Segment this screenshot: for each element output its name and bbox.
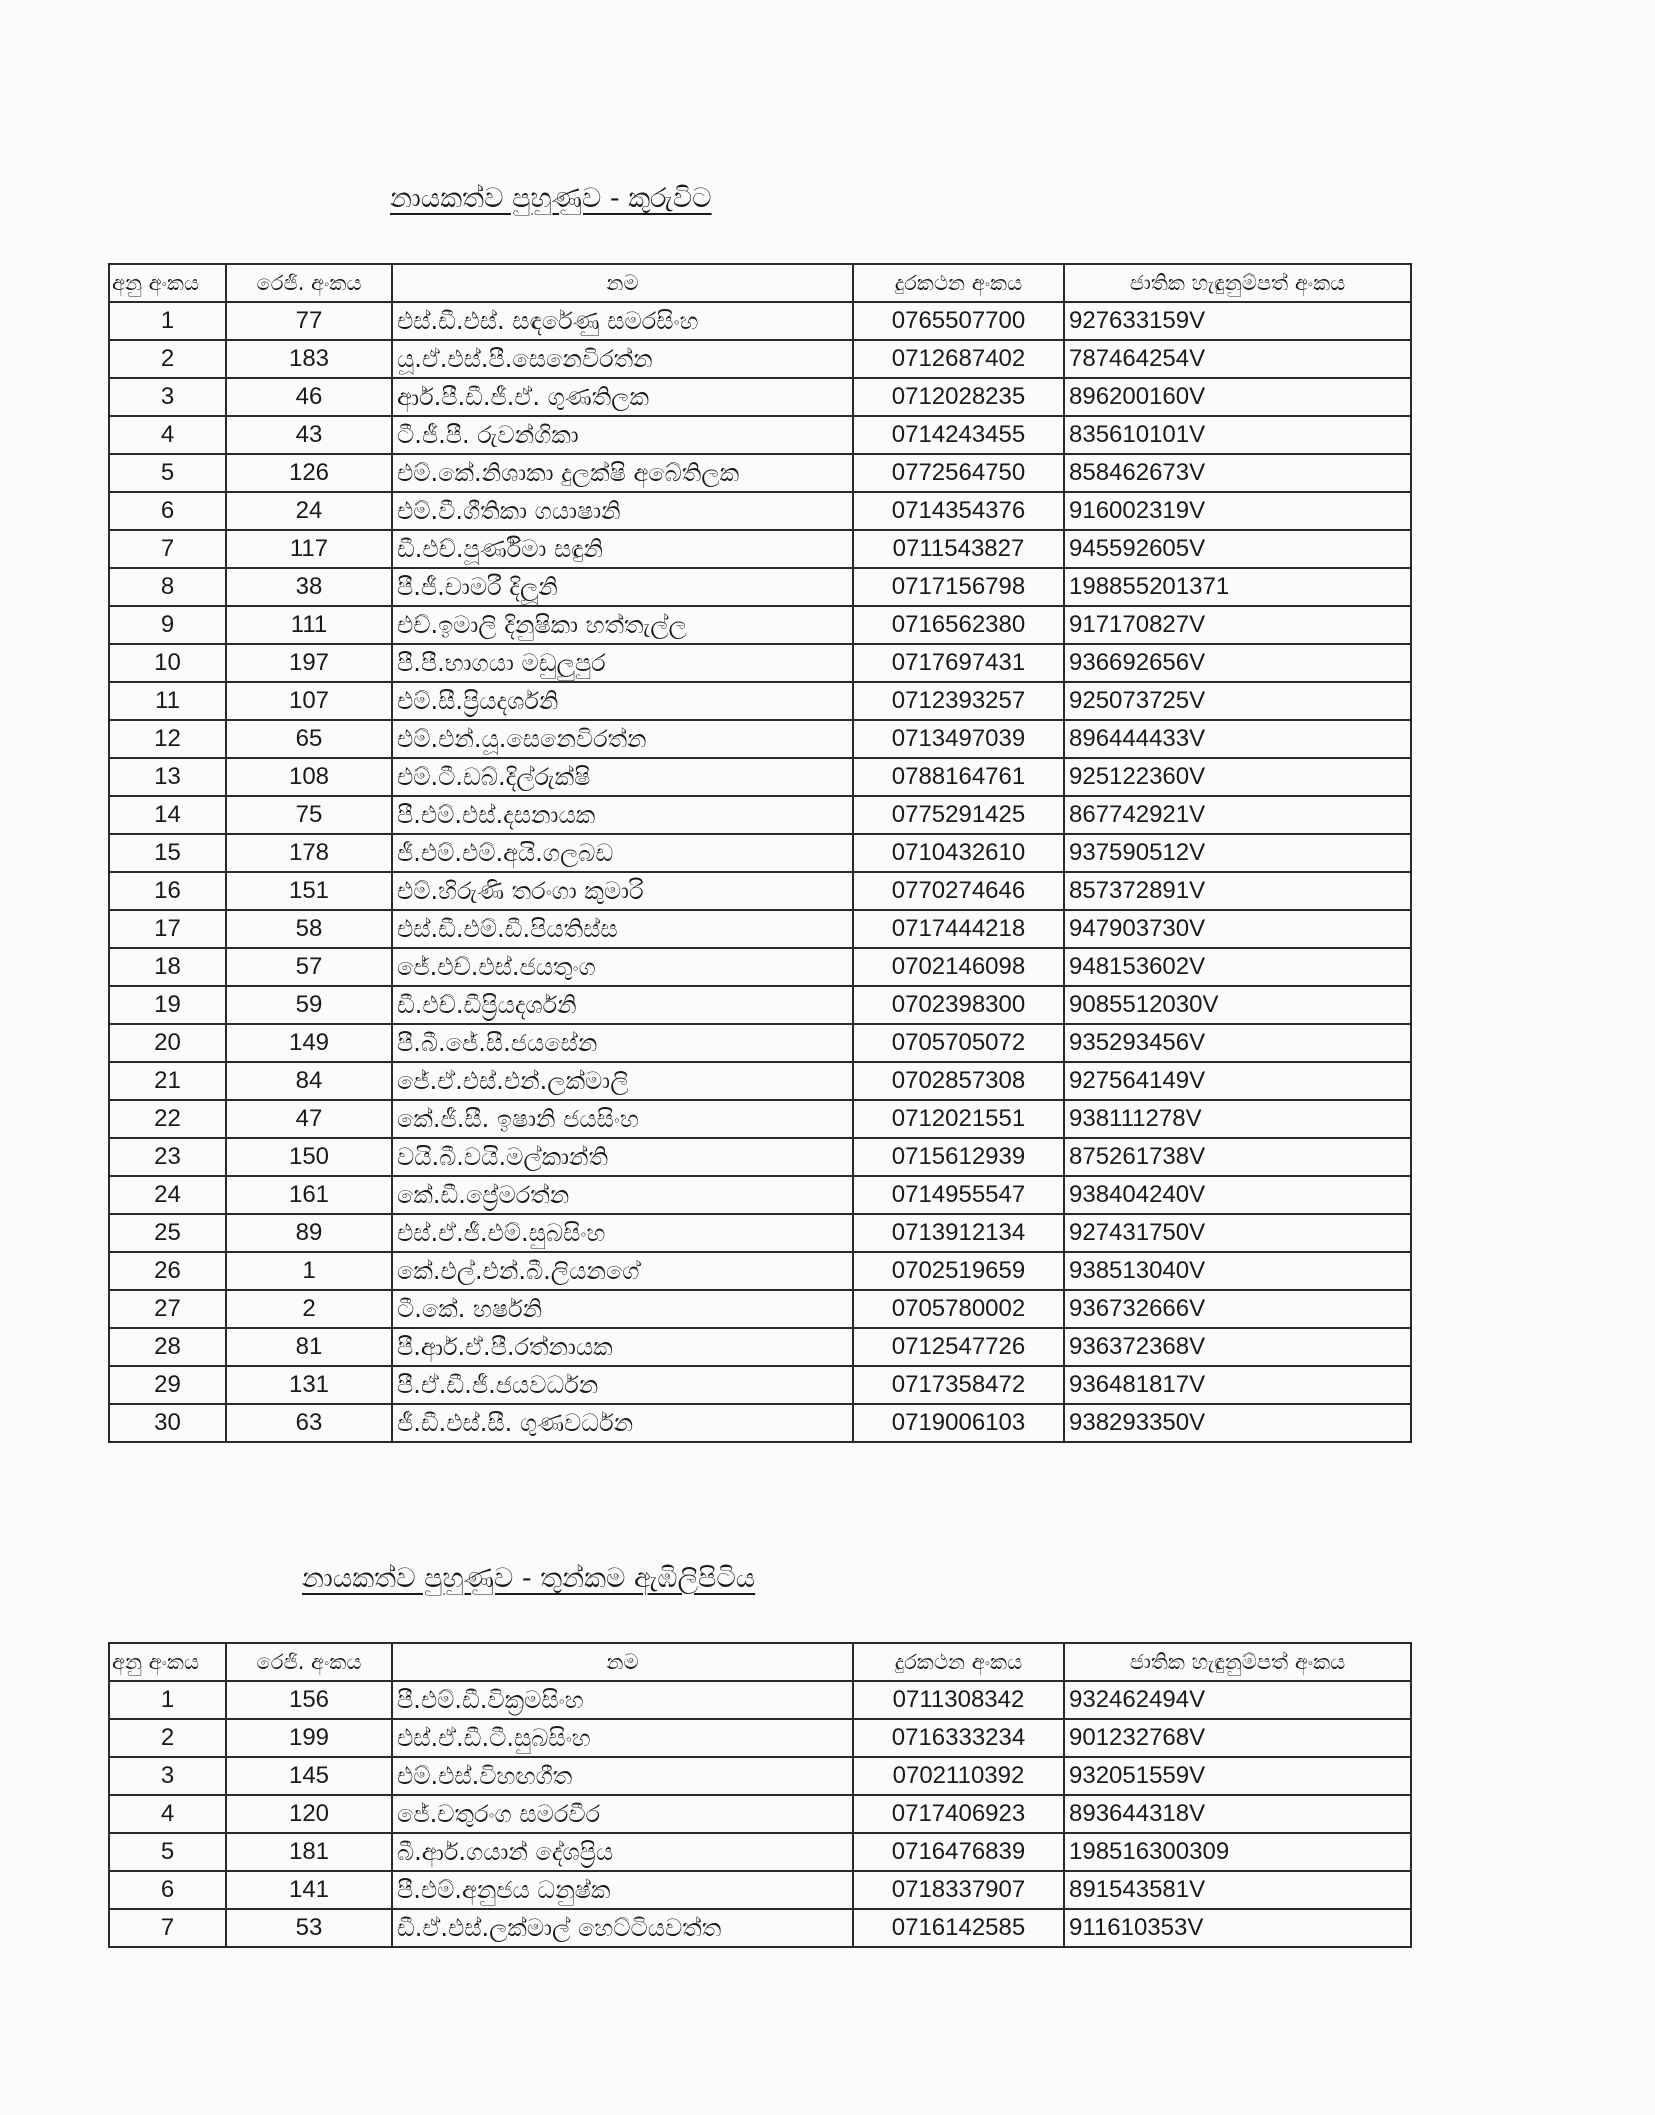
name-cell: පී.ජී.චාමරී දිලූනි xyxy=(392,568,853,606)
reg-no-cell: 38 xyxy=(226,568,392,606)
nic-cell: 938111278V xyxy=(1064,1100,1411,1138)
serial-no-cell: 13 xyxy=(109,758,226,796)
phone-cell: 0718337907 xyxy=(853,1871,1064,1909)
reg-no-cell: 47 xyxy=(226,1100,392,1138)
name-cell: පී.එම්.එස්.දසනායක xyxy=(392,796,853,834)
phone-cell: 0702857308 xyxy=(853,1062,1064,1100)
table-row xyxy=(109,454,1411,492)
header-serial-no: අනු අංකය xyxy=(109,1643,226,1681)
phone-cell: 0702146098 xyxy=(853,948,1064,986)
phone-cell: 0770274646 xyxy=(853,872,1064,910)
table-row xyxy=(109,378,1411,416)
phone-cell: 0775291425 xyxy=(853,796,1064,834)
nic-cell: 901232768V xyxy=(1064,1719,1411,1757)
name-cell: එම්.සී.ප්‍රියදර්ශනි xyxy=(392,682,853,720)
phone-cell: 0719006103 xyxy=(853,1404,1064,1442)
table-row xyxy=(109,1366,1411,1404)
reg-no-cell: 197 xyxy=(226,644,392,682)
table-row xyxy=(109,1909,1411,1947)
phone-cell: 0713912134 xyxy=(853,1214,1064,1252)
table-row xyxy=(109,1833,1411,1871)
serial-no-cell: 8 xyxy=(109,568,226,606)
nic-cell: 936372368V xyxy=(1064,1328,1411,1366)
nic-cell: 937590512V xyxy=(1064,834,1411,872)
nic-cell: 927633159V xyxy=(1064,302,1411,340)
table-header-row xyxy=(109,264,1411,302)
phone-cell: 0702398300 xyxy=(853,986,1064,1024)
reg-no-cell: 141 xyxy=(226,1871,392,1909)
nic-cell: 945592605V xyxy=(1064,530,1411,568)
phone-cell: 0705705072 xyxy=(853,1024,1064,1062)
serial-no-cell: 14 xyxy=(109,796,226,834)
table-row xyxy=(109,568,1411,606)
reg-no-cell: 75 xyxy=(226,796,392,834)
serial-no-cell: 11 xyxy=(109,682,226,720)
phone-cell: 0717406923 xyxy=(853,1795,1064,1833)
table-row xyxy=(109,1290,1411,1328)
table-row xyxy=(109,1871,1411,1909)
serial-no-cell: 20 xyxy=(109,1024,226,1062)
table-row xyxy=(109,340,1411,378)
name-cell: එස්.ඒ.ජී.එම්.සුබසිංහ xyxy=(392,1214,853,1252)
nic-cell: 835610101V xyxy=(1064,416,1411,454)
serial-no-cell: 6 xyxy=(109,492,226,530)
phone-cell: 0717358472 xyxy=(853,1366,1064,1404)
phone-cell: 0711543827 xyxy=(853,530,1064,568)
phone-cell: 0716142585 xyxy=(853,1909,1064,1947)
table-row xyxy=(109,1252,1411,1290)
serial-no-cell: 24 xyxy=(109,1176,226,1214)
table-body xyxy=(109,1681,1411,1947)
table-row xyxy=(109,948,1411,986)
table-row xyxy=(109,492,1411,530)
nic-cell: 947903730V xyxy=(1064,910,1411,948)
serial-no-cell: 27 xyxy=(109,1290,226,1328)
nic-cell: 935293456V xyxy=(1064,1024,1411,1062)
serial-no-cell: 4 xyxy=(109,1795,226,1833)
nic-cell: 9085512030V xyxy=(1064,986,1411,1024)
table-row xyxy=(109,758,1411,796)
nic-cell: 948153602V xyxy=(1064,948,1411,986)
name-cell: එම්.කේ.නිශාකා දුලක්ෂි අබේතිලක xyxy=(392,454,853,492)
nic-cell: 896444433V xyxy=(1064,720,1411,758)
phone-cell: 0712021551 xyxy=(853,1100,1064,1138)
nic-cell: 927564149V xyxy=(1064,1062,1411,1100)
nic-cell: 911610353V xyxy=(1064,1909,1411,1947)
reg-no-cell: 57 xyxy=(226,948,392,986)
table-header-row xyxy=(109,1643,1411,1681)
phone-cell: 0717444218 xyxy=(853,910,1064,948)
reg-no-cell: 84 xyxy=(226,1062,392,1100)
serial-no-cell: 25 xyxy=(109,1214,226,1252)
header-nic: ජාතික හැඳුනුම්පත් අංකය xyxy=(1064,1643,1411,1681)
serial-no-cell: 7 xyxy=(109,1909,226,1947)
serial-no-cell: 2 xyxy=(109,1719,226,1757)
serial-no-cell: 19 xyxy=(109,986,226,1024)
table-row xyxy=(109,416,1411,454)
nic-cell: 198855201371 xyxy=(1064,568,1411,606)
name-cell: ජේ.එච්.එස්.ජයතුංග xyxy=(392,948,853,986)
table-row xyxy=(109,302,1411,340)
table-row xyxy=(109,682,1411,720)
reg-no-cell: 178 xyxy=(226,834,392,872)
phone-cell: 0705780002 xyxy=(853,1290,1064,1328)
reg-no-cell: 65 xyxy=(226,720,392,758)
serial-no-cell: 4 xyxy=(109,416,226,454)
serial-no-cell: 17 xyxy=(109,910,226,948)
reg-no-cell: 63 xyxy=(226,1404,392,1442)
phone-cell: 0714354376 xyxy=(853,492,1064,530)
reg-no-cell: 59 xyxy=(226,986,392,1024)
reg-no-cell: 161 xyxy=(226,1176,392,1214)
table-row xyxy=(109,1176,1411,1214)
name-cell: ටී.කේ. හර්ෂනි xyxy=(392,1290,853,1328)
nic-cell: 925073725V xyxy=(1064,682,1411,720)
table-row xyxy=(109,910,1411,948)
reg-no-cell: 89 xyxy=(226,1214,392,1252)
phone-cell: 0714243455 xyxy=(853,416,1064,454)
phone-cell: 0714955547 xyxy=(853,1176,1064,1214)
reg-no-cell: 117 xyxy=(226,530,392,568)
nic-cell: 867742921V xyxy=(1064,796,1411,834)
serial-no-cell: 16 xyxy=(109,872,226,910)
serial-no-cell: 15 xyxy=(109,834,226,872)
name-cell: ජේ.ඒ.එස්.එන්.ලක්මාලි xyxy=(392,1062,853,1100)
reg-no-cell: 24 xyxy=(226,492,392,530)
serial-no-cell: 29 xyxy=(109,1366,226,1404)
name-cell: කේ.ජී.සී. ඉෂානි ජයසිංහ xyxy=(392,1100,853,1138)
header-reg-no: රෙජි. අංකය xyxy=(226,264,392,302)
table-row xyxy=(109,1681,1411,1719)
name-cell: කේ.ඩී.ප්‍රේමරත්න xyxy=(392,1176,853,1214)
phone-cell: 0712028235 xyxy=(853,378,1064,416)
nic-cell: 916002319V xyxy=(1064,492,1411,530)
reg-no-cell: 1 xyxy=(226,1252,392,1290)
serial-no-cell: 30 xyxy=(109,1404,226,1442)
name-cell: කේ.එල්.එන්.බී.ලියනගේ xyxy=(392,1252,853,1290)
nic-cell: 198516300309 xyxy=(1064,1833,1411,1871)
name-cell: ආර්.පී.ඩී.ජී.ඒ. ගුණතිලක xyxy=(392,378,853,416)
nic-cell: 936481817V xyxy=(1064,1366,1411,1404)
reg-no-cell: 183 xyxy=(226,340,392,378)
name-cell: ජී.ඩී.එස්.සී. ගුණවර්ධන xyxy=(392,1404,853,1442)
reg-no-cell: 81 xyxy=(226,1328,392,1366)
table-row xyxy=(109,872,1411,910)
reg-no-cell: 43 xyxy=(226,416,392,454)
name-cell: එච්.ඉමාලි දිනුෂිකා හත්තැල්ල xyxy=(392,606,853,644)
header-nic: ජාතික හැඳුනුම්පත් අංකය xyxy=(1064,264,1411,302)
table-row xyxy=(109,644,1411,682)
serial-no-cell: 12 xyxy=(109,720,226,758)
phone-cell: 0702110392 xyxy=(853,1757,1064,1795)
name-cell: වයි.බී.වයි.මල්කාන්ති xyxy=(392,1138,853,1176)
name-cell: ජේ.චතුරංග සමරවීර xyxy=(392,1795,853,1833)
phone-cell: 0712547726 xyxy=(853,1328,1064,1366)
serial-no-cell: 22 xyxy=(109,1100,226,1138)
reg-no-cell: 181 xyxy=(226,1833,392,1871)
reg-no-cell: 2 xyxy=(226,1290,392,1328)
table-row xyxy=(109,1024,1411,1062)
phone-cell: 0716562380 xyxy=(853,606,1064,644)
serial-no-cell: 26 xyxy=(109,1252,226,1290)
nic-cell: 938404240V xyxy=(1064,1176,1411,1214)
reg-no-cell: 108 xyxy=(226,758,392,796)
section-title-thunkama-embilipitiya: නායකත්ව පුහුණුව - තුන්කම ඇඹිලිපිටිය xyxy=(302,1563,756,1594)
phone-cell: 0715612939 xyxy=(853,1138,1064,1176)
name-cell: එම්.හිරුණි තරංගා කුමාරි xyxy=(392,872,853,910)
name-cell: ටී.ජී.පී. රුවන්ගිකා xyxy=(392,416,853,454)
serial-no-cell: 21 xyxy=(109,1062,226,1100)
header-name: නම xyxy=(392,264,853,302)
phone-cell: 0772564750 xyxy=(853,454,1064,492)
header-phone: දුරකථන අංකය xyxy=(853,264,1064,302)
table-row xyxy=(109,986,1411,1024)
name-cell: ඩී.එච්.ඩීප්‍රියදර්ශනි xyxy=(392,986,853,1024)
table-row xyxy=(109,1062,1411,1100)
reg-no-cell: 149 xyxy=(226,1024,392,1062)
phone-cell: 0712393257 xyxy=(853,682,1064,720)
nic-cell: 925122360V xyxy=(1064,758,1411,796)
reg-no-cell: 199 xyxy=(226,1719,392,1757)
table-row xyxy=(109,1100,1411,1138)
header-name: නම xyxy=(392,1643,853,1681)
name-cell: පී.ආර්.ඒ.පී.රත්නායක xyxy=(392,1328,853,1366)
table-row xyxy=(109,1214,1411,1252)
nic-cell: 917170827V xyxy=(1064,606,1411,644)
nic-cell: 927431750V xyxy=(1064,1214,1411,1252)
section-title-kuruvita: නායකත්ව පුහුණුව - කුරුවිට xyxy=(390,183,712,214)
nic-cell: 936732666V xyxy=(1064,1290,1411,1328)
table-row xyxy=(109,1719,1411,1757)
header-reg-no: රෙජි. අංකය xyxy=(226,1643,392,1681)
name-cell: යූ.ඒ.එස්.පී.සෙනෙවිරත්න xyxy=(392,340,853,378)
serial-no-cell: 23 xyxy=(109,1138,226,1176)
table-row xyxy=(109,1404,1411,1442)
name-cell: එම්.ටී.ඩබ්.දිල්රුක්ෂි xyxy=(392,758,853,796)
phone-cell: 0713497039 xyxy=(853,720,1064,758)
nic-cell: 858462673V xyxy=(1064,454,1411,492)
name-cell: එස්.ඩී.එම්.ඩී.පියතිස්ස xyxy=(392,910,853,948)
reg-no-cell: 46 xyxy=(226,378,392,416)
reg-no-cell: 107 xyxy=(226,682,392,720)
reg-no-cell: 111 xyxy=(226,606,392,644)
nic-cell: 938293350V xyxy=(1064,1404,1411,1442)
participants-table-kuruvita xyxy=(108,263,1412,1443)
table-row xyxy=(109,796,1411,834)
nic-cell: 936692656V xyxy=(1064,644,1411,682)
serial-no-cell: 6 xyxy=(109,1871,226,1909)
nic-cell: 891543581V xyxy=(1064,1871,1411,1909)
reg-no-cell: 131 xyxy=(226,1366,392,1404)
reg-no-cell: 151 xyxy=(226,872,392,910)
reg-no-cell: 77 xyxy=(226,302,392,340)
table-row xyxy=(109,1138,1411,1176)
name-cell: එස්.ඩී.එස්. සඳරේණු සමරසිංහ xyxy=(392,302,853,340)
serial-no-cell: 7 xyxy=(109,530,226,568)
phone-cell: 0765507700 xyxy=(853,302,1064,340)
serial-no-cell: 1 xyxy=(109,302,226,340)
nic-cell: 938513040V xyxy=(1064,1252,1411,1290)
serial-no-cell: 5 xyxy=(109,454,226,492)
table-row xyxy=(109,530,1411,568)
table-row xyxy=(109,1795,1411,1833)
name-cell: ජී.එම්.එම්.අයි.ගලබඩ xyxy=(392,834,853,872)
serial-no-cell: 3 xyxy=(109,378,226,416)
name-cell: එස්.ඒ.ඩී.ටී.සුබසිංහ xyxy=(392,1719,853,1757)
serial-no-cell: 10 xyxy=(109,644,226,682)
name-cell: පී.එම්.අනුජය ධනුෂ්ක xyxy=(392,1871,853,1909)
reg-no-cell: 120 xyxy=(226,1795,392,1833)
header-serial-no: අනු අංකය xyxy=(109,264,226,302)
phone-cell: 0788164761 xyxy=(853,758,1064,796)
name-cell: ඩී.එච්.පූර්ණිමා සඳුනි xyxy=(392,530,853,568)
nic-cell: 932051559V xyxy=(1064,1757,1411,1795)
name-cell: බී.ආර්.ගයාන් දේශප්‍රිය xyxy=(392,1833,853,1871)
serial-no-cell: 5 xyxy=(109,1833,226,1871)
name-cell: එම්.එන්.යූ.සෙනෙවිරත්න xyxy=(392,720,853,758)
nic-cell: 787464254V xyxy=(1064,340,1411,378)
serial-no-cell: 18 xyxy=(109,948,226,986)
name-cell: පී.බී.ජේ.සී.ජයසේන xyxy=(392,1024,853,1062)
phone-cell: 0716333234 xyxy=(853,1719,1064,1757)
name-cell: ඩී.ඒ.එස්.ලක්මාල් හෙට්ටියවත්ත xyxy=(392,1909,853,1947)
phone-cell: 0717156798 xyxy=(853,568,1064,606)
serial-no-cell: 2 xyxy=(109,340,226,378)
table-row xyxy=(109,834,1411,872)
reg-no-cell: 58 xyxy=(226,910,392,948)
table-row xyxy=(109,720,1411,758)
serial-no-cell: 28 xyxy=(109,1328,226,1366)
reg-no-cell: 126 xyxy=(226,454,392,492)
table-body xyxy=(109,302,1411,1442)
phone-cell: 0711308342 xyxy=(853,1681,1064,1719)
reg-no-cell: 53 xyxy=(226,1909,392,1947)
table-row xyxy=(109,606,1411,644)
nic-cell: 896200160V xyxy=(1064,378,1411,416)
reg-no-cell: 145 xyxy=(226,1757,392,1795)
name-cell: පී.පී.භාගයා මඩුලුපුර xyxy=(392,644,853,682)
table-row xyxy=(109,1328,1411,1366)
name-cell: එම්.එස්.විහඟගීත xyxy=(392,1757,853,1795)
table-row xyxy=(109,1757,1411,1795)
nic-cell: 932462494V xyxy=(1064,1681,1411,1719)
reg-no-cell: 150 xyxy=(226,1138,392,1176)
participants-table-thunkama xyxy=(108,1642,1412,1948)
name-cell: එම්.වී.ගීතිකා ගයාෂානි xyxy=(392,492,853,530)
phone-cell: 0702519659 xyxy=(853,1252,1064,1290)
name-cell: පී.ඒ.ඩී.ජී.ජයවර්ධන xyxy=(392,1366,853,1404)
serial-no-cell: 1 xyxy=(109,1681,226,1719)
reg-no-cell: 156 xyxy=(226,1681,392,1719)
serial-no-cell: 3 xyxy=(109,1757,226,1795)
serial-no-cell: 9 xyxy=(109,606,226,644)
nic-cell: 857372891V xyxy=(1064,872,1411,910)
phone-cell: 0710432610 xyxy=(853,834,1064,872)
name-cell: පී.එම්.ඩී.වික්‍රමසිංහ xyxy=(392,1681,853,1719)
phone-cell: 0716476839 xyxy=(853,1833,1064,1871)
nic-cell: 875261738V xyxy=(1064,1138,1411,1176)
nic-cell: 893644318V xyxy=(1064,1795,1411,1833)
phone-cell: 0717697431 xyxy=(853,644,1064,682)
phone-cell: 0712687402 xyxy=(853,340,1064,378)
header-phone: දුරකථන අංකය xyxy=(853,1643,1064,1681)
